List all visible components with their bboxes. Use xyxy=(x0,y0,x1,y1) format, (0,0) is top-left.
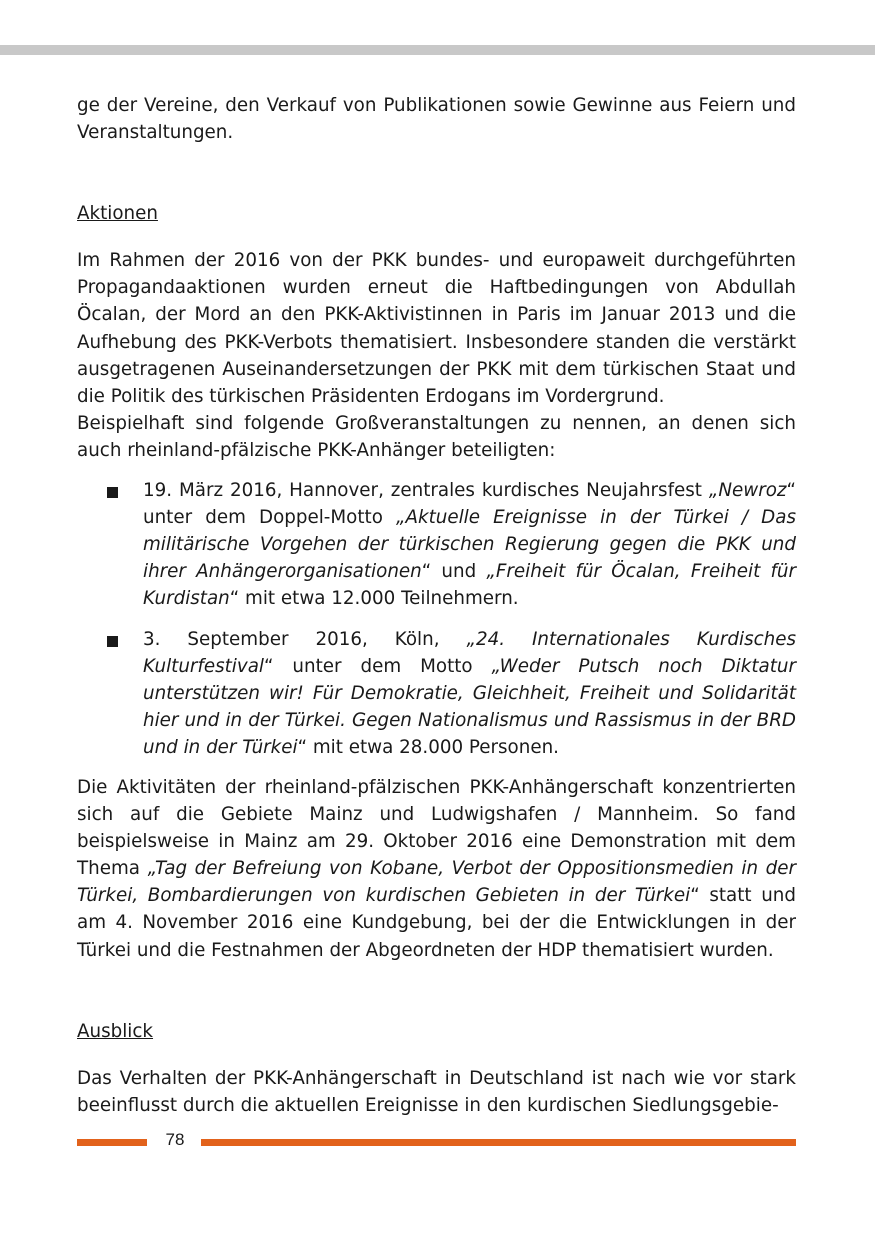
paragraph-text: Die Aktivitäten der rheinland-pfälzischen PKK-Anhängerschaft konzentrierten sich auf die Gebiete Mainz und Ludwigshafen / Mannheim. So fand beispielsweise in Mainz am 29. Oktober 2016 eine Demonstration mit dem Thema xyxy=(77,776,796,880)
list-item-text: “ mit etwa 12.000 Teilnehmern. xyxy=(229,588,519,610)
list-item xyxy=(77,477,796,612)
paragraph-aktionen-1: Im Rahmen der 2016 von der PKK bundes- und europaweit durchgeführten Propagandaaktionen wurden erneut die Haftbedingungen von Abdullah Öcalan, der Mord an den PKK-Aktivistinnen in Paris im Januar 2013 und die Aufhebung des PKK-Verbots thematisiert. Insbesondere standen die verstärkt ausgetragenen Auseinandersetzungen der PKK mit dem türkischen Staat und die Politik des türkischen Präsidenten Erdogans im Vordergrund. xyxy=(77,250,796,407)
list-item-text: “ unter dem Doppel-Motto xyxy=(143,480,796,529)
top-rule xyxy=(0,45,875,55)
event-list xyxy=(77,477,796,761)
list-item-text: 19. März 2016, Hannover, zentrales kurdisches Neujahrsfest xyxy=(143,480,709,502)
list-item-italic: „Freiheit für Öcalan, Freiheit für Kurdistan xyxy=(143,561,797,610)
square-bullet-icon xyxy=(107,636,118,647)
paragraph-text: “ statt und am 4. November 2016 eine Kundgebung, bei der die Entwicklungen in der Türkei und die Festnahmen der Abgeordneten der HDP thematisiert wurden. xyxy=(77,885,796,961)
list-item-text: 3. September 2016, Köln, xyxy=(143,628,467,650)
heading-ausblick: Ausblick xyxy=(77,1020,154,1042)
list-item-text: “ unter dem Motto xyxy=(264,655,492,677)
footer-bar-right xyxy=(201,1139,796,1146)
list-item xyxy=(77,626,796,761)
page-number: 78 xyxy=(165,1130,185,1149)
list-item-italic: „Newroz xyxy=(708,480,787,502)
list-item-italic: „24. Internationales Kurdisches Kulturfestival xyxy=(143,628,796,677)
list-item-italic: „Weder Putsch noch Diktatur unterstützen wir! Für Demokratie, Gleichheit, Freiheit und Solidarität hier und in der Türkei. Gegen Nationalismus und Rassismus in der BRD und in der Türkei xyxy=(143,655,796,758)
footer-bar-left xyxy=(77,1139,147,1146)
paragraph-ausblick: Das Verhalten der PKK-Anhängerschaft in Deutschland ist nach wie vor stark beeinflusst durch die aktuellen Ereignisse in den kurdischen Siedlungsgebie- xyxy=(77,1067,796,1116)
list-item-italic: „Aktuelle Ereignisse in der Türkei / Das militärische Vorgehen der türkischen Regierung gegen die PKK und ihrer Anhängerorganisationen xyxy=(143,507,796,583)
list-item-text: “ und xyxy=(421,561,487,583)
paragraph-aktionen-2: Beispielhaft sind folgende Großveranstaltungen zu nennen, an denen sich auch rheinland-pfälzische PKK-Anhänger beteiligten: xyxy=(77,412,796,461)
square-bullet-icon xyxy=(107,487,118,498)
paragraph-italic: „Tag der Befreiung von Kobane, Verbot der Oppositionsmedien in der Türkei, Bombardierungen von kurdischen Gebieten in der Türkei xyxy=(77,858,796,907)
paragraph-intro-end: ge der Vereine, den Verkauf von Publikationen sowie Gewinne aus Feiern und Veranstaltungen. xyxy=(77,95,796,144)
page-body xyxy=(77,92,796,1119)
paragraph-mainz xyxy=(77,774,796,964)
list-item-text: “ mit etwa 28.000 Personen. xyxy=(297,736,559,758)
heading-aktionen: Aktionen xyxy=(77,203,158,225)
